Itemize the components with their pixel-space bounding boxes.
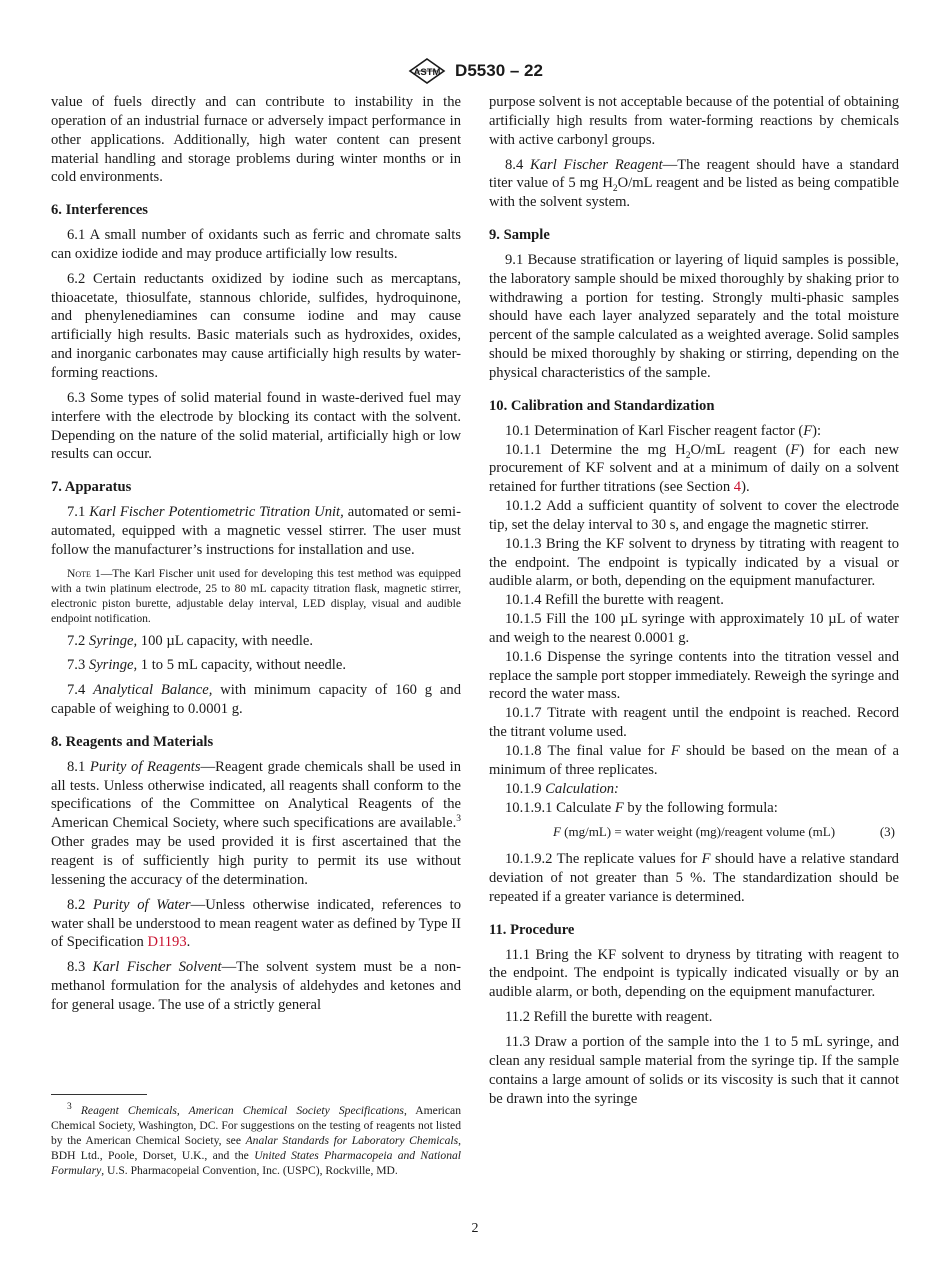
note-1: Note 1—The Karl Fischer unit used for developing this test method was equipped with a twin platinum electrode, 25 to 80 mL capacity titration flask, magnetic stirrer, electronic piston burette, adjustable delay interval, LED display, visual and audible endpoint notification. <box>51 566 461 625</box>
para-10-1-2: 10.1.2 Add a sufficient quantity of solvent to cover the electrode tip, set the delay interval to 30 s, and engage the magnetic stirrer. <box>489 498 899 533</box>
para-7-1: 7.1 Karl Fischer Potentiometric Titration Unit, automated or semi-automated, equipped with a magnetic vessel stirrer. The user must follow the manufacturer’s instructions for installation and use. <box>51 504 461 558</box>
para-8-1: 8.1 Purity of Reagents—Reagent grade chemicals shall be used in all tests. Unless otherwise indicated, all reagents shall conform to the specifications of the Committee on Analytical Reagents of the American Chemical Society, where such specifications are available.$^3$ Other grades may be used provided it is first ascertained that the reagent is of sufficiently high purity to permit its use without lessening the accuracy of the determination. <box>51 758 462 888</box>
equation-number: (3) <box>879 824 895 840</box>
para-8-4: 8.4 Karl Fischer Reagent—The reagent should have a standard titer value of 5 mg $H_2O/mL$ reagent and be listed as being compatible with the solvent system. <box>489 156 899 211</box>
page-header <box>0 58 950 84</box>
intro-continuation: value of fuels directly and can contribute to instability in the operation of an industrial furnace or adversely impact performance in other applications. Additionally, high water content can present material handling and storage problems during winter months or in cold environments. <box>51 94 461 186</box>
link-section-4[interactable]: 4 <box>733 479 742 496</box>
para-10-1-7: 10.1.7 Titrate with reagent until the endpoint is reached. Record the titrant volume used. <box>489 705 899 741</box>
para-6-2: 6.2 Certain reductants oxidized by iodine such as mercaptans, thioacetate, thiosulfate, stannous chloride, sulfides, hydroquinone, and phenylenediamines can consume iodine and may cause artificially high results. Basic materials such as hydroxides, oxides, and inorganic carbonates may cause artificially high results by water-forming reactions. <box>51 270 461 381</box>
para-6-3: 6.3 Some types of solid material found in waste-derived fuel may interfere with the electrode by blocking its contact with the solvent. Depending on the nature of the solid material, artificially high or low results can occur. <box>51 389 461 463</box>
para-8-3: 8.3 Karl Fischer Solvent—The solvent system must be a non-methanol formulation for the analysis of aldehydes and ketones and for general usage. The use of a strictly general <box>51 959 461 1013</box>
para-11-2: 11.2 Refill the burette with reagent. <box>505 1009 713 1026</box>
para-10-1-5: 10.1.5 Fill the 100 µL syringe with approximately 10 µL of water and weigh to the nearest 0.0001 g. <box>489 611 899 646</box>
section-8-title: 8. Reagents and Materials <box>51 733 214 750</box>
para-10-1-4: 10.1.4 Refill the burette with reagent. <box>505 592 724 609</box>
section-9-title: 9. Sample <box>489 227 550 244</box>
para-10-1-9-2: 10.1.9.2 The replicate values for F should have a relative standard deviation of not greater than 5 %. The standardization should be repeated if a greater variance is determined. <box>489 851 899 905</box>
equation-3: F (mg/mL) = water weight (mg)/reagent volume (mL) (3) <box>489 823 899 842</box>
section-11-title: 11. Procedure <box>489 921 575 938</box>
para-7-3: 7.3 Syringe, 1 to 5 mL capacity, without needle. <box>67 657 346 674</box>
para-10-1-9: 10.1.9 Calculation: <box>505 780 619 797</box>
para-11-1: 11.1 Bring the KF solvent to dryness by titrating with reagent to the endpoint. The endpoint is typically indicated visually or by an audible alarm, or both, depending on the equipment manufacturer. <box>489 946 899 1001</box>
para-6-1: 6.1 A small number of oxidants such as ferric and chromate salts can oxidize iodide and may produce artificially low results. <box>51 227 461 262</box>
document-id: D5530 – 22 <box>455 61 543 80</box>
section-6-title: 6. Interferences <box>51 202 148 219</box>
para-9-1: 9.1 Because stratification or layering of liquid samples is possible, the laboratory sample should be mixed thoroughly by shaking prior to withdrawing a portion for testing. Strongly multi-phasic samples should have each layer analyzed separately and the total moisture percent of the sample calculated as a weighted average. Solid samples should be mixed thoroughly by shaking or stirring, depending on the physical characteristics of the sample. <box>489 251 899 381</box>
para-10-1-3: 10.1.3 Bring the KF solvent to dryness by titrating with reagent to the endpoint. The endpoint is typically indicated by a visual or audible alarm, or both, depending on the equipment manufacturer. <box>489 535 899 590</box>
para-11-3: 11.3 Draw a portion of the sample into the 1 to 5 mL syringe, and clean any residual sample material from the syringe tip. If the sample contains a large amount of solids or its viscosity is such that it cannot be drawn into the syringe <box>489 1033 899 1107</box>
right-column <box>489 93 899 1114</box>
section-10-title: 10. Calibration and Standardization <box>489 397 715 414</box>
footnote-3: $^3$ Reagent Chemicals, American Chemical Society Specifications, American Chemical Society, Washington, DC. For suggestions on the testing of reagents not listed by the American Chemical Society, see Analar Standards for Laboratory Chemicals, BDH Ltd., Poole, Dorset, U.K., and the United States Pharmacopeia and National Formulary, U.S. Pharmacopeial Convention, Inc. (USPC), Rockville, MD. <box>51 1102 462 1177</box>
para-10-1-6: 10.1.6 Dispense the syringe contents into the titration vessel and replace the sample port stopper immediately. Reweigh the syringe and record the water mass. <box>489 648 899 703</box>
para-10-1-9-1: 10.1.9.1 Calculate F by the following formula: <box>505 799 778 816</box>
left-column <box>51 93 461 1021</box>
link-d1193[interactable]: D1193 <box>147 934 187 951</box>
footnote-divider <box>51 1094 147 1095</box>
para-10-1-8: 10.1.8 The final value for F should be based on the mean of a minimum of three replicates. <box>489 743 899 778</box>
footnote-ref-3[interactable]: 3 <box>456 814 461 825</box>
para-7-4: 7.4 Analytical Balance, with minimum capacity of 160 g and capable of weighing to 0.0001 g. <box>51 682 461 718</box>
para-8-2: 8.2 Purity of Water—Unless otherwise indicated, references to water shall be understood to mean reagent water as defined by Type II of Specification D1193. <box>51 896 461 951</box>
section-7-title: 7. Apparatus <box>51 479 132 496</box>
astm-logo-text: ASTM <box>413 67 441 78</box>
para-10-1-1: 10.1.1 Determine the mg $H_2O/mL$ reagent (F) for each new procurement of KF solvent and at a minimum of daily on a solvent retained for further titrations (see Section 4). <box>489 441 899 496</box>
astm-logo-icon <box>407 58 447 84</box>
para-10-1: 10.1 Determination of Karl Fischer reagent factor (F): <box>505 422 822 439</box>
para-7-2: 7.2 Syringe, 100 µL capacity, with needle. <box>67 632 314 649</box>
para-8-3-continuation: purpose solvent is not acceptable because of the potential of obtaining artificially high results from water-forming reactions by chemicals with active carbonyl groups. <box>489 94 899 148</box>
page-number: 2 <box>471 1221 479 1236</box>
